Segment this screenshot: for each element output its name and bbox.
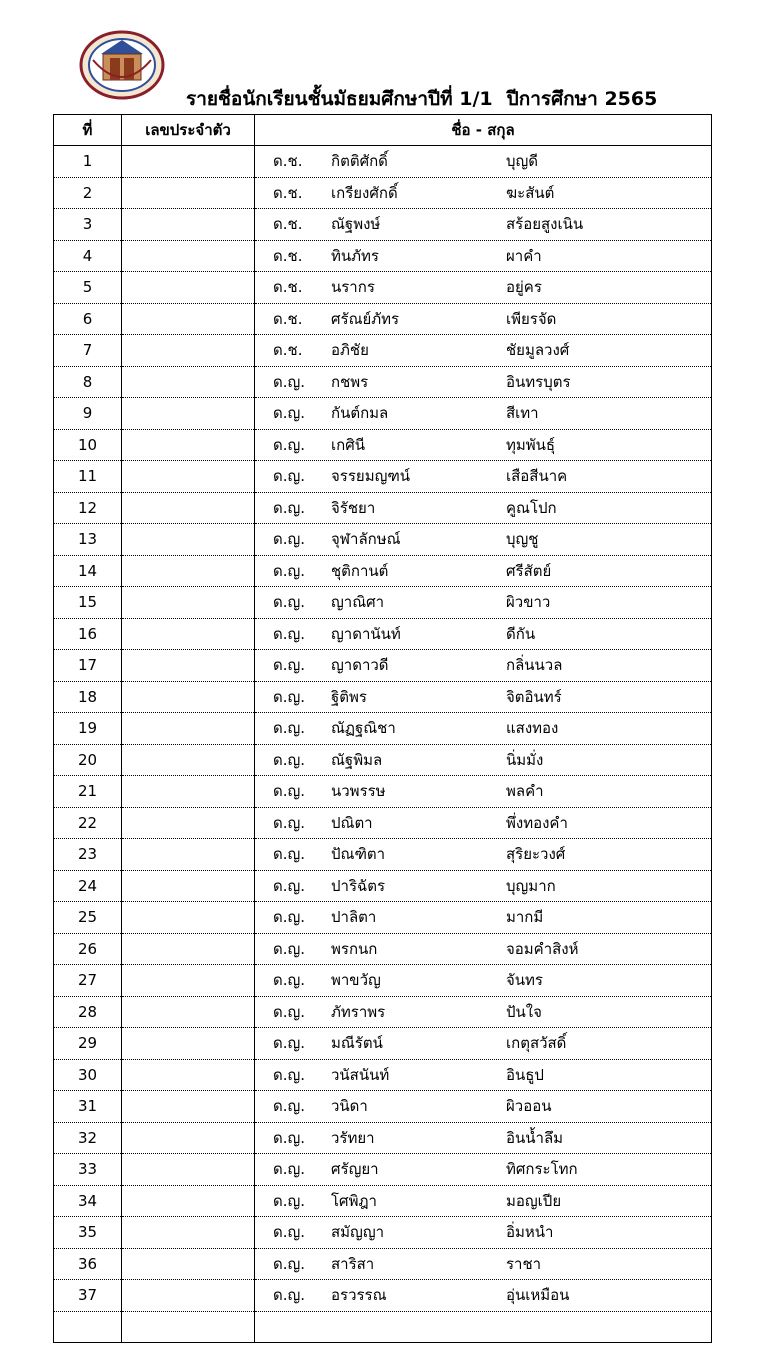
student-id-cell — [122, 839, 255, 871]
row-number: 35 — [54, 1217, 122, 1249]
name-prefix: ด.ญ. — [273, 939, 306, 958]
row-number: 31 — [54, 1091, 122, 1123]
header-student-id: เลขประจำตัว — [122, 115, 255, 146]
student-name-cell — [255, 870, 712, 902]
student-name-cell — [255, 335, 712, 367]
name-prefix: ด.ช. — [273, 278, 303, 297]
last-name: มากมี — [506, 908, 544, 927]
row-number: 22 — [54, 807, 122, 839]
name-prefix: ด.ญ. — [273, 971, 306, 990]
name-prefix: ด.ญ. — [273, 1254, 306, 1273]
name-prefix: ด.ช. — [273, 309, 303, 328]
student-name-cell — [255, 1248, 712, 1280]
first-name: วนิดา — [331, 1097, 368, 1116]
last-name: ศรีสัตย์ — [506, 561, 552, 580]
first-name: อภิชัย — [331, 341, 369, 360]
table-row — [54, 461, 712, 493]
first-name: อรวรรณ — [331, 1286, 387, 1305]
name-prefix: ด.ช. — [273, 215, 303, 234]
name-prefix: ด.ญ. — [273, 561, 306, 580]
name-prefix: ด.ญ. — [273, 498, 306, 517]
first-name: จุฬาลักษณ์ — [331, 530, 401, 549]
student-name-cell — [255, 177, 712, 209]
row-number: 28 — [54, 996, 122, 1028]
name-prefix: ด.ญ. — [273, 1286, 306, 1305]
student-id-cell — [122, 555, 255, 587]
student-id-cell — [122, 996, 255, 1028]
student-id-cell — [122, 1059, 255, 1091]
first-name: ภัทราพร — [331, 1002, 386, 1021]
student-id-cell — [122, 177, 255, 209]
student-id-cell — [122, 1311, 255, 1343]
first-name: ศรัณย์ภัทร — [331, 309, 400, 328]
student-id-cell — [122, 807, 255, 839]
table-row — [54, 776, 712, 808]
first-name: โศพิฎา — [331, 1191, 377, 1210]
row-number: 20 — [54, 744, 122, 776]
student-id-cell — [122, 1122, 255, 1154]
name-prefix: ด.ญ. — [273, 813, 306, 832]
table-row — [54, 335, 712, 367]
student-id-cell — [122, 933, 255, 965]
student-name-cell — [255, 650, 712, 682]
student-name-cell — [255, 839, 712, 871]
row-number: 2 — [54, 177, 122, 209]
student-name-cell — [255, 713, 712, 745]
first-name: ปาริฉัตร — [331, 876, 386, 895]
table-header-row — [54, 115, 712, 146]
name-prefix: ด.ญ. — [273, 467, 306, 486]
last-name: แสงทอง — [506, 719, 559, 738]
table-row — [54, 618, 712, 650]
table-row — [54, 240, 712, 272]
student-name-cell — [255, 776, 712, 808]
student-name-cell — [255, 744, 712, 776]
name-prefix: ด.ญ. — [273, 1191, 306, 1210]
table-row — [54, 1028, 712, 1060]
name-prefix: ด.ช. — [273, 246, 303, 265]
student-name-cell — [255, 1091, 712, 1123]
row-number: 26 — [54, 933, 122, 965]
last-name: อินน้ำลึม — [506, 1128, 564, 1147]
row-number: 24 — [54, 870, 122, 902]
title-text: รายชื่อนักเรียนชั้นมัธยมศึกษาปีที่ 1/1 — [186, 88, 493, 110]
student-id-cell — [122, 366, 255, 398]
table-row — [54, 681, 712, 713]
table-row — [54, 1122, 712, 1154]
row-number: 29 — [54, 1028, 122, 1060]
student-id-cell — [122, 524, 255, 556]
last-name: บุญดี — [506, 152, 539, 171]
student-name-cell — [255, 272, 712, 304]
name-prefix: ด.ญ. — [273, 593, 306, 612]
student-name-cell — [255, 587, 712, 619]
last-name: ฆะสันต์ — [506, 183, 555, 202]
name-prefix: ด.ญ. — [273, 1065, 306, 1084]
table-row — [54, 1091, 712, 1123]
last-name: เสือสีนาค — [506, 467, 568, 486]
row-number: 7 — [54, 335, 122, 367]
table-row — [54, 1185, 712, 1217]
first-name: พรกนก — [331, 939, 378, 958]
student-id-cell — [122, 1185, 255, 1217]
first-name: วรัทยา — [331, 1128, 375, 1147]
last-name: ปันใจ — [506, 1002, 542, 1021]
first-name: สาริสา — [331, 1254, 375, 1273]
student-name-cell — [255, 1280, 712, 1312]
row-number: 21 — [54, 776, 122, 808]
last-name: ผิวออน — [506, 1097, 552, 1116]
table-row — [54, 587, 712, 619]
last-name: จันทร — [506, 971, 543, 990]
first-name: นวพรรษ — [331, 782, 386, 801]
name-prefix: ด.ญ. — [273, 530, 306, 549]
student-name-cell — [255, 1122, 712, 1154]
table-row — [54, 398, 712, 430]
row-number: 6 — [54, 303, 122, 335]
last-name: บุญมาก — [506, 876, 556, 895]
row-number: 8 — [54, 366, 122, 398]
first-name: ญาดานันท์ — [331, 624, 401, 643]
name-prefix: ด.ญ. — [273, 687, 306, 706]
table-row — [54, 1280, 712, 1312]
table-row — [54, 555, 712, 587]
last-name: สุริยะวงศ์ — [506, 845, 566, 864]
student-name-cell — [255, 555, 712, 587]
first-name: กิตติศักดิ์ — [331, 152, 388, 171]
last-name: ทุมพันธุ์ — [506, 435, 556, 454]
student-id-cell — [122, 335, 255, 367]
first-name: ณัฏฐณิชา — [331, 719, 396, 738]
last-name: เกตุสวัสดิ์ — [506, 1034, 567, 1053]
row-number: 4 — [54, 240, 122, 272]
name-prefix: ด.ช. — [273, 183, 303, 202]
student-id-cell — [122, 240, 255, 272]
first-name: จิรัชยา — [331, 498, 376, 517]
table-row — [54, 839, 712, 871]
student-id-cell — [122, 398, 255, 430]
student-roster-table — [53, 114, 712, 1343]
row-number: 16 — [54, 618, 122, 650]
student-name-cell — [255, 146, 712, 178]
last-name: คูณโปก — [506, 498, 557, 517]
student-name-cell — [255, 366, 712, 398]
first-name: ปัณฑิตา — [331, 845, 386, 864]
student-id-cell — [122, 272, 255, 304]
first-name: สมัญญา — [331, 1223, 385, 1242]
row-number: 36 — [54, 1248, 122, 1280]
student-name-cell — [255, 461, 712, 493]
student-id-cell — [122, 618, 255, 650]
last-name: อยู่คร — [506, 278, 542, 297]
student-id-cell — [122, 461, 255, 493]
last-name: ผาคำ — [506, 246, 542, 265]
first-name: กันต์กมล — [331, 404, 389, 423]
page-title — [186, 84, 657, 114]
student-id-cell — [122, 681, 255, 713]
student-name-cell — [255, 618, 712, 650]
table-row — [54, 870, 712, 902]
name-prefix: ด.ญ. — [273, 782, 306, 801]
student-name-cell — [255, 902, 712, 934]
student-id-cell — [122, 1028, 255, 1060]
student-id-cell — [122, 492, 255, 524]
first-name: นรากร — [331, 278, 375, 297]
row-number: 23 — [54, 839, 122, 871]
table-row — [54, 429, 712, 461]
student-name-cell — [255, 1059, 712, 1091]
student-name-cell — [255, 492, 712, 524]
row-number: 18 — [54, 681, 122, 713]
row-number: 32 — [54, 1122, 122, 1154]
row-number: 14 — [54, 555, 122, 587]
name-prefix: ด.ญ. — [273, 404, 306, 423]
first-name: พาขวัญ — [331, 971, 381, 990]
first-name: ชุติกานต์ — [331, 561, 389, 580]
first-name: ศรัญยา — [331, 1160, 379, 1179]
name-prefix: ด.ช. — [273, 152, 303, 171]
student-name-cell — [255, 1154, 712, 1186]
student-name-cell — [255, 240, 712, 272]
name-prefix: ด.ญ. — [273, 435, 306, 454]
first-name: ญาณิศา — [331, 593, 385, 612]
row-number: 17 — [54, 650, 122, 682]
last-name: จอมคำสิงห์ — [506, 939, 579, 958]
first-name: ฐิติพร — [331, 687, 367, 706]
table-row — [54, 1311, 712, 1343]
last-name: สีเทา — [506, 404, 539, 423]
name-prefix: ด.ญ. — [273, 719, 306, 738]
name-prefix: ด.ญ. — [273, 1002, 306, 1021]
row-number: 10 — [54, 429, 122, 461]
table-row — [54, 177, 712, 209]
table-row — [54, 492, 712, 524]
last-name: ผิวขาว — [506, 593, 551, 612]
first-name: เกรียงศักดิ์ — [331, 183, 398, 202]
name-prefix: ด.ญ. — [273, 1160, 306, 1179]
student-id-cell — [122, 965, 255, 997]
last-name: นิ่มมั่ง — [506, 750, 544, 769]
student-id-cell — [122, 1154, 255, 1186]
first-name: จรรยมญฑน์ — [331, 467, 411, 486]
name-prefix: ด.ญ. — [273, 1034, 306, 1053]
student-id-cell — [122, 587, 255, 619]
student-id-cell — [122, 209, 255, 241]
name-prefix: ด.ช. — [273, 341, 303, 360]
last-name: พลคำ — [506, 782, 544, 801]
row-number: 15 — [54, 587, 122, 619]
student-id-cell — [122, 870, 255, 902]
last-name: ราชา — [506, 1254, 542, 1273]
last-name: ทิศกระโทก — [506, 1160, 578, 1179]
student-name-cell — [255, 996, 712, 1028]
student-name-cell — [255, 1185, 712, 1217]
academic-year: ปีการศึกษา 2565 — [506, 88, 658, 110]
table-row — [54, 1154, 712, 1186]
name-prefix: ด.ญ. — [273, 876, 306, 895]
table-row — [54, 996, 712, 1028]
row-number: 30 — [54, 1059, 122, 1091]
table-row — [54, 807, 712, 839]
student-name-cell — [255, 429, 712, 461]
last-name: อินทรบุตร — [506, 372, 571, 391]
last-name: บุญชู — [506, 530, 539, 549]
table-row — [54, 902, 712, 934]
first-name: วนัสนันท์ — [331, 1065, 390, 1084]
student-id-cell — [122, 902, 255, 934]
first-name: ทินภัทร — [331, 246, 379, 265]
table-row — [54, 1217, 712, 1249]
student-name-cell — [255, 1311, 712, 1343]
row-number: 37 — [54, 1280, 122, 1312]
first-name: ณัฐพงษ์ — [331, 215, 381, 234]
student-name-cell — [255, 965, 712, 997]
student-name-cell — [255, 209, 712, 241]
student-id-cell — [122, 1217, 255, 1249]
name-prefix: ด.ญ. — [273, 372, 306, 391]
student-id-cell — [122, 776, 255, 808]
last-name: ชัยมูลวงศ์ — [506, 341, 570, 360]
row-number: 19 — [54, 713, 122, 745]
first-name: เกศินี — [331, 435, 365, 454]
last-name: สร้อยสูงเนิน — [506, 215, 584, 234]
last-name: มอญเปีย — [506, 1191, 562, 1210]
first-name: ปาลิตา — [331, 908, 377, 927]
name-prefix: ด.ญ. — [273, 1128, 306, 1147]
row-number: 5 — [54, 272, 122, 304]
student-name-cell — [255, 524, 712, 556]
header-no: ที่ — [54, 115, 122, 146]
student-name-cell — [255, 681, 712, 713]
row-number: 13 — [54, 524, 122, 556]
row-number: 1 — [54, 146, 122, 178]
name-prefix: ด.ญ. — [273, 624, 306, 643]
first-name: มณีรัตน์ — [331, 1034, 383, 1053]
student-id-cell — [122, 1091, 255, 1123]
student-id-cell — [122, 713, 255, 745]
table-row — [54, 965, 712, 997]
name-prefix: ด.ญ. — [273, 845, 306, 864]
row-number: 3 — [54, 209, 122, 241]
name-prefix: ด.ญ. — [273, 908, 306, 927]
table-row — [54, 303, 712, 335]
student-name-cell — [255, 303, 712, 335]
row-number — [54, 1311, 122, 1343]
row-number: 25 — [54, 902, 122, 934]
student-id-cell — [122, 650, 255, 682]
student-id-cell — [122, 429, 255, 461]
table-row — [54, 744, 712, 776]
student-name-cell — [255, 1217, 712, 1249]
table-row — [54, 146, 712, 178]
student-name-cell — [255, 1028, 712, 1060]
table-row — [54, 1248, 712, 1280]
first-name: ณัฐพิมล — [331, 750, 383, 769]
student-name-cell — [255, 398, 712, 430]
table-row — [54, 366, 712, 398]
row-number: 33 — [54, 1154, 122, 1186]
name-prefix: ด.ญ. — [273, 656, 306, 675]
table-row — [54, 713, 712, 745]
student-id-cell — [122, 1280, 255, 1312]
last-name: อิ่มหนำ — [506, 1223, 554, 1242]
row-number: 34 — [54, 1185, 122, 1217]
last-name: อินธูป — [506, 1065, 544, 1084]
student-id-cell — [122, 303, 255, 335]
student-name-cell — [255, 933, 712, 965]
last-name: อุ่นเหมือน — [506, 1286, 570, 1305]
name-prefix: ด.ญ. — [273, 1097, 306, 1116]
student-id-cell — [122, 1248, 255, 1280]
first-name: กชพร — [331, 372, 369, 391]
row-number: 27 — [54, 965, 122, 997]
header-name: ชื่อ - สกุล — [255, 115, 712, 146]
last-name: กลิ่นนวล — [506, 656, 563, 675]
last-name: ดีกัน — [506, 624, 536, 643]
table-row — [54, 933, 712, 965]
first-name: ญาดาวดี — [331, 656, 389, 675]
table-row — [54, 209, 712, 241]
student-id-cell — [122, 146, 255, 178]
student-id-cell — [122, 744, 255, 776]
student-name-cell — [255, 807, 712, 839]
table-row — [54, 524, 712, 556]
last-name: เพียรจัด — [506, 309, 557, 328]
last-name: พึ่งทองคำ — [506, 813, 568, 832]
school-seal-icon — [79, 30, 165, 100]
name-prefix: ด.ญ. — [273, 1223, 306, 1242]
name-prefix: ด.ญ. — [273, 750, 306, 769]
table-row — [54, 272, 712, 304]
first-name: ปณิตา — [331, 813, 373, 832]
row-number: 9 — [54, 398, 122, 430]
table-row — [54, 1059, 712, 1091]
row-number: 11 — [54, 461, 122, 493]
row-number: 12 — [54, 492, 122, 524]
table-row — [54, 650, 712, 682]
last-name: จิตอินทร์ — [506, 687, 562, 706]
